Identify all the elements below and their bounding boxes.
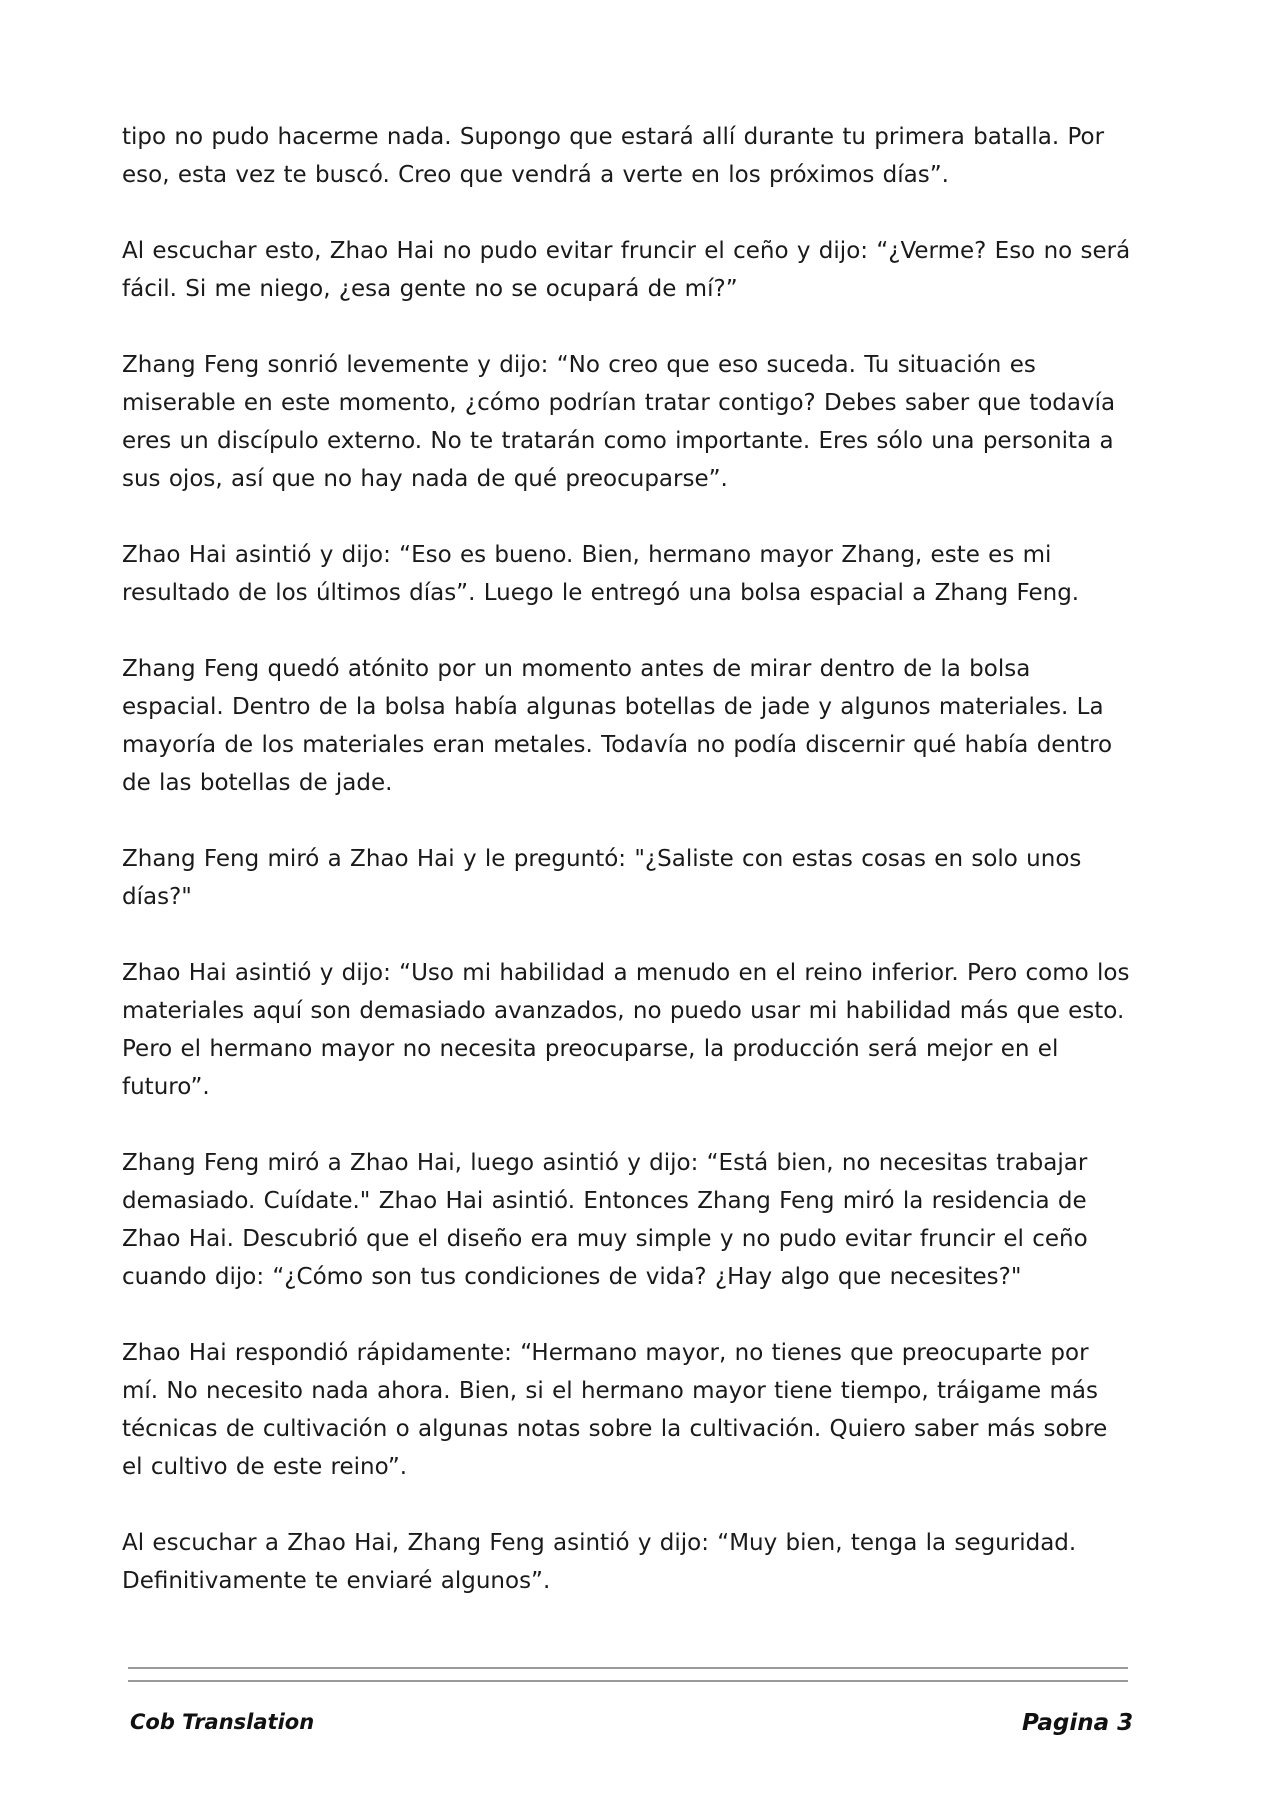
footer-page-number: Pagina 3 [1022,1710,1134,1736]
paragraph: Zhao Hai asintió y dijo: “Eso es bueno. Bien, hermano mayor Zhang, este es mi resultado de los últimos días”. Luego le entregó una bolsa espacial a Zhang Feng. [122,542,1080,606]
footer-divider-top [128,1667,1128,1669]
paragraph: Zhang Feng sonrió levemente y dijo: “No creo que eso suceda. Tu situación es miserable en este momento, ¿cómo podrían tratar contigo? Debes saber que todavía eres un discípulo externo. No te tratarán como importante. Eres sólo una personita a sus ojos, así que no hay nada de qué preocuparse”. [122,352,1116,492]
paragraph: Al escuchar a Zhao Hai, Zhang Feng asintió y dijo: “Muy bien, tenga la seguridad. Definitivamente te enviaré algunos”. [122,1530,1077,1594]
footer-divider-bottom [128,1680,1128,1682]
paragraph: Zhang Feng quedó atónito por un momento antes de mirar dentro de la bolsa espacial. Dentro de la bolsa había algunas botellas de jade y algunos materiales. La mayoría de los materiales eran metales. Todavía no podía discernir qué había dentro de las botellas de jade. [122,656,1113,796]
body-text [122,118,1132,1638]
paragraph: Al escuchar esto, Zhao Hai no pudo evitar fruncir el ceño y dijo: “¿Verme? Eso no será fácil. Si me niego, ¿esa gente no se ocupará de mí?” [122,238,1131,302]
footer-translator-credit: Cob Translation [130,1710,315,1734]
paragraph: tipo no pudo hacerme nada. Supongo que estará allí durante tu primera batalla. Por eso, esta vez te buscó. Creo que vendrá a verte en los próximos días”. [122,124,1105,188]
paragraph: Zhang Feng miró a Zhao Hai y le preguntó: "¿Saliste con estas cosas en solo unos días?" [122,846,1082,910]
paragraph: Zhao Hai respondió rápidamente: “Hermano mayor, no tienes que preocuparte por mí. No necesito nada ahora. Bien, si el hermano mayor tiene tiempo, tráigame más técnicas de cultivación o algunas notas sobre la cultivación. Quiero saber más sobre el cultivo de este reino”. [122,1340,1108,1480]
paragraph: Zhao Hai asintió y dijo: “Uso mi habilidad a menudo en el reino inferior. Pero como los materiales aquí son demasiado avanzados, no puedo usar mi habilidad más que esto. Pero el hermano mayor no necesita preocuparse, la producción será mejor en el futuro”. [122,960,1130,1100]
paragraph: Zhang Feng miró a Zhao Hai, luego asintió y dijo: “Está bien, no necesitas trabajar demasiado. Cuídate." Zhao Hai asintió. Entonces Zhang Feng miró la residencia de Zhao Hai. Descubrió que el diseño era muy simple y no pudo evitar fruncir el ceño cuando dijo: “¿Cómo son tus condiciones de vida? ¿Hay algo que necesites?" [122,1150,1088,1290]
